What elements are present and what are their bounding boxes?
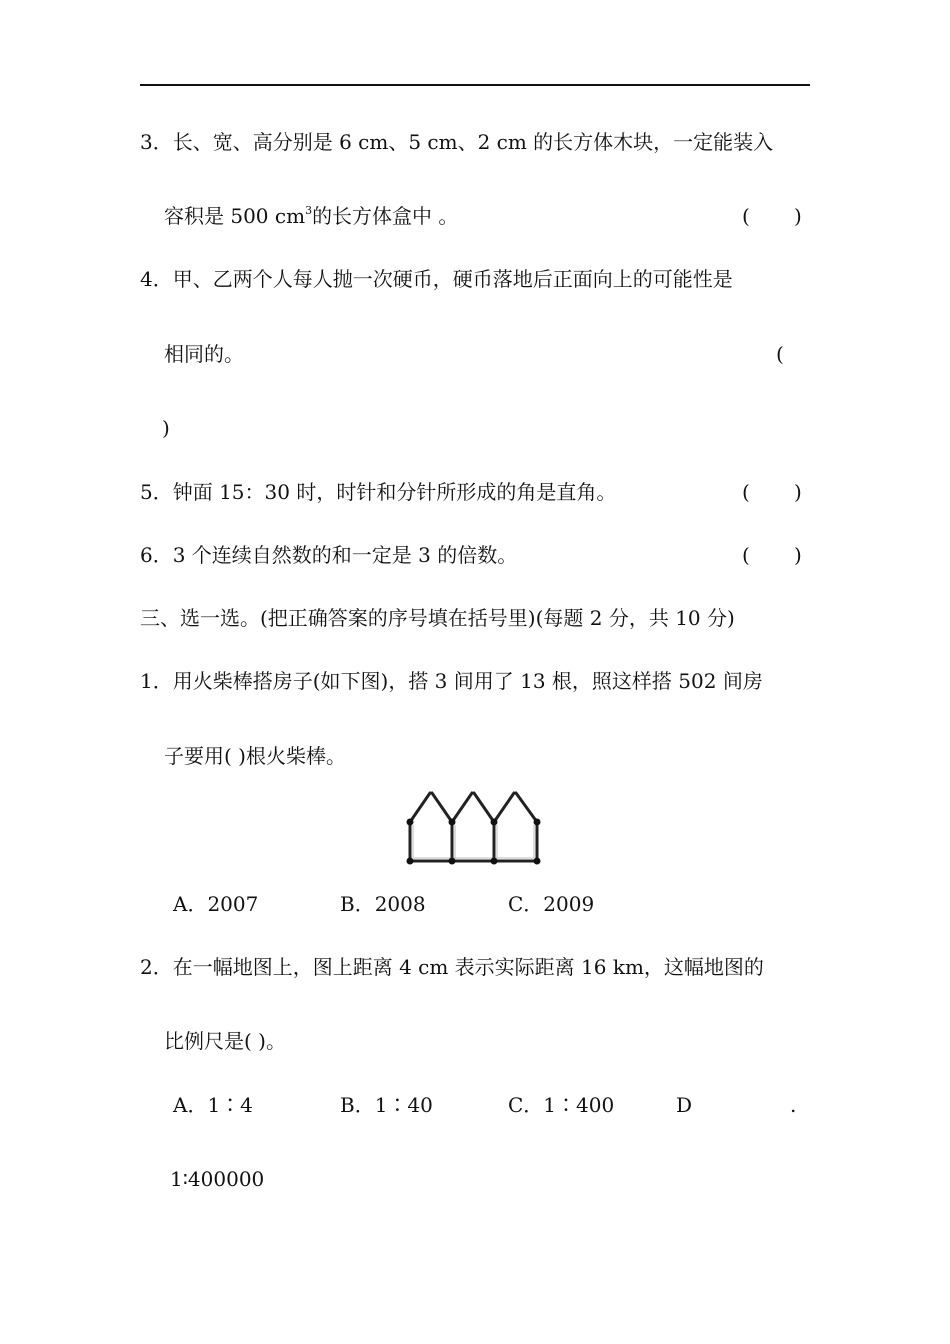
c2-option-c: C．1∶400: [508, 1093, 615, 1117]
c2-option-d-dot: .: [790, 1093, 797, 1117]
match-head: [534, 858, 541, 865]
q5-answer-close-paren: ): [794, 480, 802, 504]
q6-text: 6．3 个连续自然数的和一定是 3 的倍数。: [140, 543, 518, 567]
match-head: [449, 858, 456, 865]
match-head: [491, 819, 498, 826]
match-head: [491, 858, 498, 865]
q3-answer-close-paren: ): [794, 204, 802, 228]
section3-heading: 三、选一选。(把正确答案的序号填在括号里)(每题 2 分，共 10 分): [140, 606, 735, 630]
c1-line1: 1．用火柴棒搭房子(如下图)，搭 3 间用了 13 根，照这样搭 502 间房: [140, 669, 763, 693]
c1-option-c: C．2009: [508, 892, 595, 916]
q4-answer-close-paren: ): [162, 416, 170, 440]
q6-answer-open-paren: (: [742, 543, 750, 567]
match-head: [449, 819, 456, 826]
q4-line1: 4．甲、乙两个人每人抛一次硬币，硬币落地后正面向上的可能性是: [140, 267, 733, 291]
q3-line1: 3．长、宽、高分别是 6 cm、5 cm、2 cm 的长方体木块，一定能装入: [140, 130, 774, 154]
q5-text: 5．钟面 15：30 时，时针和分针所形成的角是直角。: [140, 480, 617, 504]
q3-line2: 容积是 500 $cm^3$的长方体盒中 。: [164, 204, 459, 228]
header-rule: [140, 84, 810, 86]
c1-option-b: B．2008: [340, 892, 426, 916]
c1-line2: 子要用( )根火柴棒。: [164, 744, 346, 768]
q6-answer-close-paren: ): [794, 543, 802, 567]
roof-right-1: [432, 793, 452, 822]
c2-option-d-value: 1∶400000: [170, 1167, 265, 1191]
c2-line1: 2．在一幅地图上，图上距离 4 cm 表示实际距离 16 km，这幅地图的: [140, 955, 764, 979]
roof-left-2: [452, 793, 472, 822]
q4-answer-open-paren: (: [776, 342, 784, 366]
match-head: [534, 819, 541, 826]
c2-line2: 比例尺是( )。: [164, 1029, 286, 1053]
c2-option-b: B．1∶40: [340, 1093, 433, 1117]
match-head: [407, 819, 414, 826]
roof-left-3: [494, 793, 514, 822]
c2-option-a: A．1∶4: [173, 1093, 253, 1117]
match-head: [407, 858, 414, 865]
q5-answer-open-paren: (: [742, 480, 750, 504]
roof-left-1: [410, 793, 430, 822]
roof-right-2: [474, 793, 494, 822]
q4-line2: 相同的。: [164, 342, 244, 366]
matchstick-houses-figure: [404, 790, 548, 866]
q3-answer-open-paren: (: [742, 204, 750, 228]
c2-option-d-letter: D: [676, 1093, 693, 1117]
c1-option-a: A．2007: [173, 892, 259, 916]
roof-right-3: [516, 793, 537, 822]
